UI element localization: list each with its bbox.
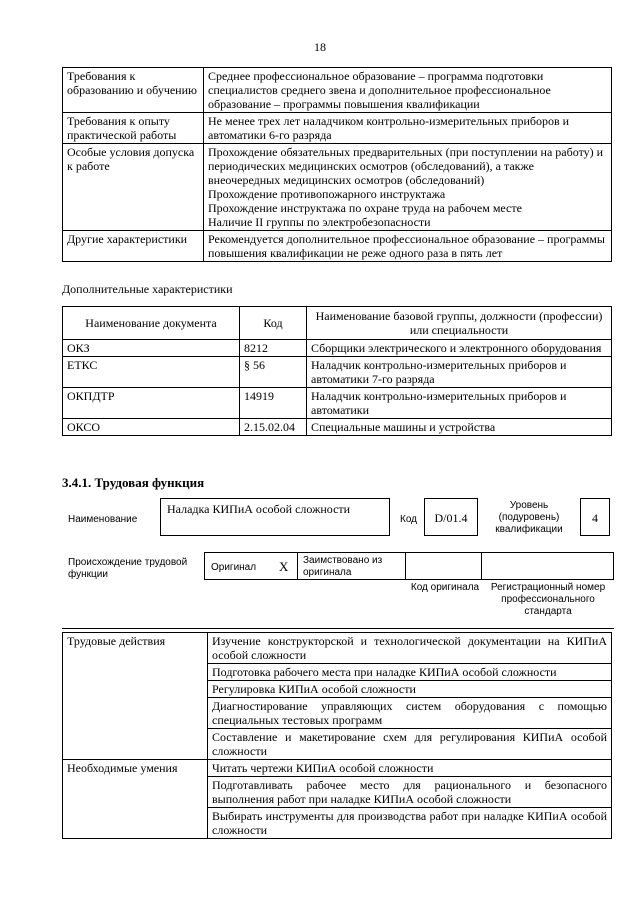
row-label: Требования к образованию и обучению [63, 68, 204, 113]
additional-table [62, 306, 612, 436]
page-number: 18 [314, 40, 326, 54]
original-mark: X [279, 559, 289, 574]
table-row [63, 68, 612, 113]
list-item: Регулировка КИПиА особой сложности [208, 681, 612, 698]
level-value: 4 [592, 511, 598, 525]
reg-number-label: Регистрационный номер профессионального стандарта [490, 582, 606, 617]
table-cell: § 56 [240, 357, 307, 388]
list-item: Диагностирование управляющих систем оборудования с помощью специальных тестовых программ [208, 698, 612, 729]
row-value: Рекомендуется дополнительное профессиональное образование – программы повышения квалификации не реже одного раза в пять лет [204, 231, 612, 262]
list-item: Подготавливать рабочее место для рационального и безопасного выполнения работ при наладке КИПиА особой сложности [208, 777, 612, 808]
list-item: Читать чертежи КИПиА особой сложности [208, 760, 612, 777]
table-row [63, 419, 612, 436]
level-box [580, 498, 610, 536]
actions-table [62, 632, 612, 839]
function-title: 3.4.1. Трудовая функция [62, 475, 205, 490]
table-cell: ОКПДТР [63, 388, 240, 419]
name-label: Наименование [68, 514, 138, 525]
table-cell: Специальные машины и устройства [307, 419, 612, 436]
row-value: Не менее трех лет наладчиком контрольно-измерительных приборов и автоматики 6-го разряда [204, 113, 612, 144]
row-value: Среднее профессиональное образование – программа подготовки специалистов среднего звена и дополнительное профессиональное образование – программы повышения квалификации [204, 68, 612, 113]
table-cell: ОКЗ [63, 340, 240, 357]
table-cell: Сборщики электрического и электронного оборудования [307, 340, 612, 357]
requirements-table [62, 67, 612, 262]
list-item: Составление и макетирование схем для регулирования КИПиА особой сложности [208, 729, 612, 760]
borrowed-label: Заимствовано из оригинала [303, 555, 383, 578]
origin-label: Происхождение трудовой функции [68, 557, 188, 580]
function-code: D/01.4 [434, 511, 468, 525]
function-code-box [424, 498, 478, 536]
divider [297, 553, 298, 579]
column-header: Наименование документа [63, 307, 240, 340]
group-label: Необходимые умения [63, 760, 208, 839]
value-line: Наличие II группы по электробезопасности [208, 215, 431, 229]
column-header: Код [240, 307, 307, 340]
function-name-box [160, 498, 390, 536]
table-header-row [63, 307, 612, 340]
list-item: Изучение конструкторской и технологической документации на КИПиА особой сложности [208, 633, 612, 664]
divider [481, 553, 482, 579]
table-row [63, 633, 612, 664]
row-value [204, 144, 612, 231]
table-row [63, 231, 612, 262]
table-cell: 2.15.02.04 [240, 419, 307, 436]
table-row [63, 760, 612, 777]
divider [62, 628, 614, 629]
table-cell: 14919 [240, 388, 307, 419]
divider [405, 553, 406, 579]
table-row [63, 388, 612, 419]
code-original-label: Код оригинала [410, 582, 480, 593]
function-name: Наладка КИПиА особой сложности [167, 502, 351, 516]
table-cell: ЕТКС [63, 357, 240, 388]
group-label: Трудовые действия [63, 633, 208, 760]
table-cell: Наладчик контрольно-измерительных приборов и автоматики 7-го разряда [307, 357, 612, 388]
list-item: Выбирать инструменты для производства работ при наладке КИПиА особой сложности [208, 808, 612, 839]
value-line: Прохождение противопожарного инструктажа [208, 187, 446, 201]
table-row [63, 113, 612, 144]
column-header: Наименование базовой группы, должности (профессии) или специальности [307, 307, 612, 340]
original-label: Оригинал [211, 562, 257, 573]
code-label: Код [400, 514, 418, 525]
value-line: Прохождение обязательных предварительных (при поступлении на работу) и периодических медицинских осмотров (обследований), а также внеочередных медицинских осмотров (обследований) [208, 145, 604, 187]
list-item: Подготовка рабочего места при наладке КИПиА особой сложности [208, 664, 612, 681]
row-label: Требования к опыту практической работы [63, 113, 204, 144]
table-cell: 8212 [240, 340, 307, 357]
origin-row [204, 552, 614, 580]
table-row [63, 340, 612, 357]
level-label: Уровень (подуровень) квалификации [495, 500, 563, 535]
table-row [63, 144, 612, 231]
row-label: Особые условия допуска к работе [63, 144, 204, 231]
row-label: Другие характеристики [63, 231, 204, 262]
additional-title: Дополнительные характеристики [62, 282, 233, 296]
value-line: Прохождение инструктажа по охране труда на рабочем месте [208, 201, 522, 215]
table-row [63, 357, 612, 388]
table-cell: ОКСО [63, 419, 240, 436]
table-cell: Наладчик контрольно-измерительных приборов и автоматики [307, 388, 612, 419]
